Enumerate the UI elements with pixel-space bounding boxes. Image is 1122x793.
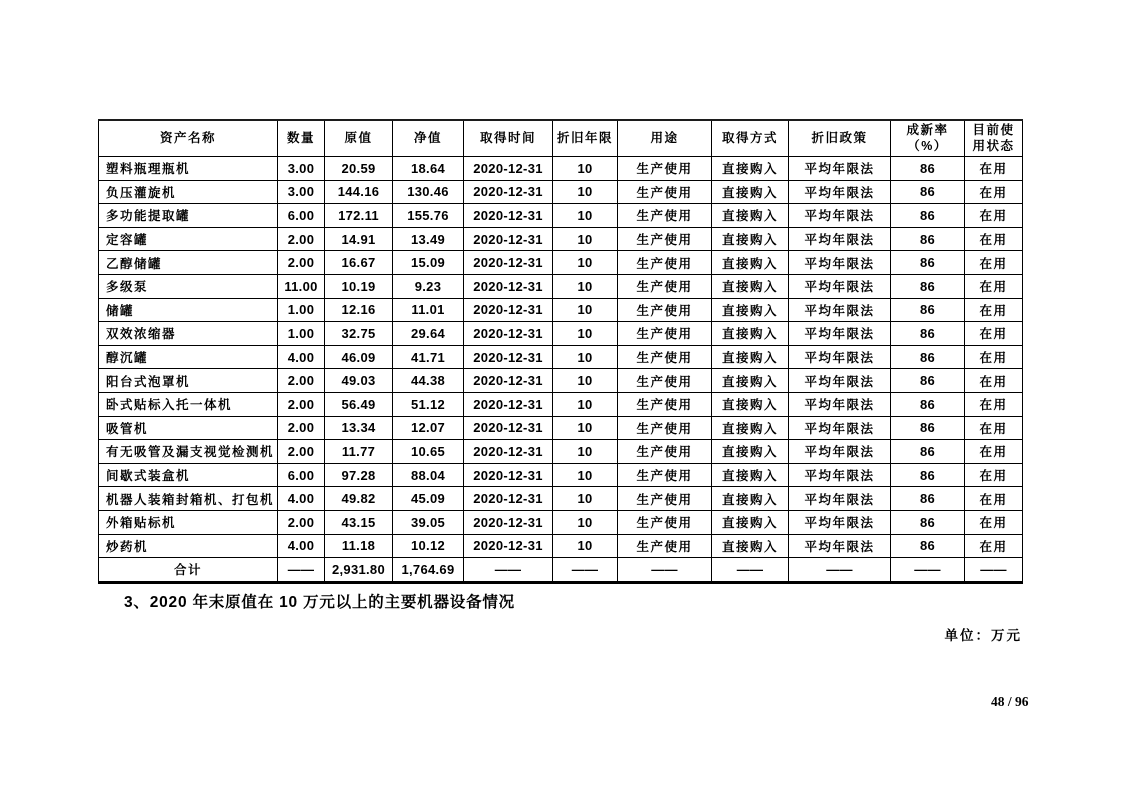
cell-usage: 生产使用	[618, 463, 712, 487]
section-heading: 3、2020 年末原值在 10 万元以上的主要机器设备情况	[124, 594, 515, 611]
cell-original-value: 172.11	[325, 204, 393, 228]
cell-depreciation-policy: 平均年限法	[789, 510, 891, 534]
cell-condition-rate: 86	[891, 463, 965, 487]
cell-status: 在用	[965, 157, 1023, 181]
table-row	[99, 251, 1023, 275]
cell-depreciation-years: 10	[553, 274, 618, 298]
cell-acquisition-method: 直接购入	[712, 274, 789, 298]
cell-usage: 生产使用	[618, 322, 712, 346]
cell-net-value: 44.38	[393, 369, 464, 393]
total-label: 合计	[99, 558, 278, 583]
cell-original-value: 56.49	[325, 392, 393, 416]
total-row	[99, 558, 1023, 583]
cell-net-value: 9.23	[393, 274, 464, 298]
header-row	[99, 120, 1023, 157]
cell-condition-rate: 86	[891, 274, 965, 298]
cell-usage: 生产使用	[618, 392, 712, 416]
cell-status: 在用	[965, 322, 1023, 346]
table-row	[99, 345, 1023, 369]
cell-quantity: 2.00	[278, 392, 325, 416]
cell-acquisition-method: 直接购入	[712, 227, 789, 251]
table-row	[99, 369, 1023, 393]
cell-acquisition-date: 2020-12-31	[464, 510, 553, 534]
cell-acquisition-date: 2020-12-31	[464, 322, 553, 346]
col-header-asset-name: 资产名称	[99, 120, 278, 157]
cell-status: 在用	[965, 487, 1023, 511]
cell-net-value: 41.71	[393, 345, 464, 369]
table-row	[99, 227, 1023, 251]
cell-condition-rate: 86	[891, 510, 965, 534]
table-row	[99, 322, 1023, 346]
cell-quantity: 4.00	[278, 487, 325, 511]
cell-asset-name: 定容罐	[99, 227, 278, 251]
cell-acquisition-date: 2020-12-31	[464, 274, 553, 298]
cell-quantity: 6.00	[278, 463, 325, 487]
cell-condition-rate: 86	[891, 345, 965, 369]
cell-original-value: 16.67	[325, 251, 393, 275]
cell-quantity: 4.00	[278, 345, 325, 369]
cell-condition-rate: 86	[891, 227, 965, 251]
table-row	[99, 180, 1023, 204]
cell-asset-name: 机器人装箱封箱机、打包机	[99, 487, 278, 511]
cell-original-value: 43.15	[325, 510, 393, 534]
table-header	[99, 120, 1023, 157]
cell-depreciation-years: 10	[553, 345, 618, 369]
cell-net-value: 45.09	[393, 487, 464, 511]
cell-usage: 生产使用	[618, 298, 712, 322]
cell-status: 在用	[965, 369, 1023, 393]
table-row	[99, 440, 1023, 464]
cell-status: 在用	[965, 416, 1023, 440]
cell-depreciation-policy: 平均年限法	[789, 180, 891, 204]
cell-acquisition-date: 2020-12-31	[464, 440, 553, 464]
asset-equipment-table	[98, 119, 1023, 584]
cell-acquisition-method: 直接购入	[712, 440, 789, 464]
table-row	[99, 392, 1023, 416]
cell-status: 在用	[965, 251, 1023, 275]
cell-depreciation-policy: 平均年限法	[789, 251, 891, 275]
cell-original-value: 10.19	[325, 274, 393, 298]
cell-acquisition-date: 2020-12-31	[464, 534, 553, 558]
cell-depreciation-policy: 平均年限法	[789, 463, 891, 487]
cell-acquisition-method: 直接购入	[712, 463, 789, 487]
cell-quantity: 11.00	[278, 274, 325, 298]
cell-status: 在用	[965, 463, 1023, 487]
cell-acquisition-date: 2020-12-31	[464, 369, 553, 393]
cell-quantity: 3.00	[278, 157, 325, 181]
cell-acquisition-date: 2020-12-31	[464, 251, 553, 275]
cell-usage: 生产使用	[618, 487, 712, 511]
col-header-original-value: 原值	[325, 120, 393, 157]
cell-asset-name: 多功能提取罐	[99, 204, 278, 228]
cell-acquisition-method: 直接购入	[712, 157, 789, 181]
cell-status: 在用	[965, 440, 1023, 464]
cell-depreciation-years: 10	[553, 487, 618, 511]
cell-net-value: 155.76	[393, 204, 464, 228]
cell-condition-rate: 86	[891, 416, 965, 440]
cell-quantity: 2.00	[278, 416, 325, 440]
cell-depreciation-years: 10	[553, 392, 618, 416]
total-quantity: ——	[278, 558, 325, 583]
cell-usage: 生产使用	[618, 369, 712, 393]
cell-usage: 生产使用	[618, 227, 712, 251]
cell-original-value: 49.03	[325, 369, 393, 393]
cell-acquisition-method: 直接购入	[712, 369, 789, 393]
col-header-depreciation-policy: 折旧政策	[789, 120, 891, 157]
table-row	[99, 298, 1023, 322]
cell-condition-rate: 86	[891, 487, 965, 511]
table-footer	[99, 558, 1023, 583]
cell-acquisition-date: 2020-12-31	[464, 392, 553, 416]
cell-acquisition-method: 直接购入	[712, 251, 789, 275]
cell-original-value: 97.28	[325, 463, 393, 487]
cell-acquisition-date: 2020-12-31	[464, 345, 553, 369]
cell-usage: 生产使用	[618, 510, 712, 534]
cell-acquisition-method: 直接购入	[712, 180, 789, 204]
cell-asset-name: 乙醇储罐	[99, 251, 278, 275]
cell-quantity: 6.00	[278, 204, 325, 228]
cell-depreciation-years: 10	[553, 251, 618, 275]
cell-acquisition-date: 2020-12-31	[464, 180, 553, 204]
cell-condition-rate: 86	[891, 534, 965, 558]
cell-usage: 生产使用	[618, 204, 712, 228]
col-header-condition-rate: 成新率（%）	[891, 120, 965, 157]
cell-depreciation-years: 10	[553, 322, 618, 346]
cell-usage: 生产使用	[618, 251, 712, 275]
table-row	[99, 463, 1023, 487]
page-number: 48 / 96	[991, 694, 1029, 709]
cell-depreciation-years: 10	[553, 180, 618, 204]
cell-asset-name: 有无吸管及漏支视觉检测机	[99, 440, 278, 464]
cell-depreciation-years: 10	[553, 510, 618, 534]
cell-original-value: 14.91	[325, 227, 393, 251]
cell-acquisition-method: 直接购入	[712, 534, 789, 558]
cell-depreciation-years: 10	[553, 227, 618, 251]
cell-status: 在用	[965, 510, 1023, 534]
cell-original-value: 13.34	[325, 416, 393, 440]
cell-depreciation-policy: 平均年限法	[789, 392, 891, 416]
cell-quantity: 1.00	[278, 322, 325, 346]
col-header-status: 目前使用状态	[965, 120, 1023, 157]
cell-asset-name: 卧式贴标入托一体机	[99, 392, 278, 416]
cell-condition-rate: 86	[891, 369, 965, 393]
cell-net-value: 11.01	[393, 298, 464, 322]
cell-asset-name: 间歇式装盒机	[99, 463, 278, 487]
cell-quantity: 1.00	[278, 298, 325, 322]
cell-asset-name: 双效浓缩器	[99, 322, 278, 346]
cell-asset-name: 储罐	[99, 298, 278, 322]
cell-depreciation-policy: 平均年限法	[789, 534, 891, 558]
cell-quantity: 2.00	[278, 227, 325, 251]
cell-acquisition-date: 2020-12-31	[464, 298, 553, 322]
cell-net-value: 88.04	[393, 463, 464, 487]
cell-quantity: 2.00	[278, 440, 325, 464]
cell-condition-rate: 86	[891, 298, 965, 322]
col-header-usage: 用途	[618, 120, 712, 157]
total-condition-rate: ——	[891, 558, 965, 583]
cell-depreciation-years: 10	[553, 463, 618, 487]
cell-acquisition-method: 直接购入	[712, 487, 789, 511]
cell-depreciation-policy: 平均年限法	[789, 298, 891, 322]
cell-depreciation-years: 10	[553, 157, 618, 181]
col-header-depreciation-years: 折旧年限	[553, 120, 618, 157]
cell-asset-name: 负压灌旋机	[99, 180, 278, 204]
cell-usage: 生产使用	[618, 274, 712, 298]
cell-condition-rate: 86	[891, 204, 965, 228]
cell-original-value: 46.09	[325, 345, 393, 369]
cell-acquisition-method: 直接购入	[712, 322, 789, 346]
cell-depreciation-policy: 平均年限法	[789, 416, 891, 440]
table-row	[99, 416, 1023, 440]
cell-acquisition-date: 2020-12-31	[464, 157, 553, 181]
cell-original-value: 20.59	[325, 157, 393, 181]
cell-condition-rate: 86	[891, 180, 965, 204]
cell-quantity: 2.00	[278, 510, 325, 534]
cell-acquisition-method: 直接购入	[712, 510, 789, 534]
col-header-net-value: 净值	[393, 120, 464, 157]
total-acquisition-method: ——	[712, 558, 789, 583]
cell-quantity: 4.00	[278, 534, 325, 558]
cell-acquisition-date: 2020-12-31	[464, 463, 553, 487]
cell-depreciation-policy: 平均年限法	[789, 157, 891, 181]
cell-net-value: 18.64	[393, 157, 464, 181]
cell-depreciation-years: 10	[553, 416, 618, 440]
cell-acquisition-date: 2020-12-31	[464, 487, 553, 511]
table-row	[99, 534, 1023, 558]
cell-status: 在用	[965, 227, 1023, 251]
cell-status: 在用	[965, 345, 1023, 369]
total-status: ——	[965, 558, 1023, 583]
cell-acquisition-method: 直接购入	[712, 416, 789, 440]
cell-condition-rate: 86	[891, 392, 965, 416]
total-depreciation-years: ——	[553, 558, 618, 583]
total-depreciation-policy: ——	[789, 558, 891, 583]
cell-acquisition-date: 2020-12-31	[464, 416, 553, 440]
cell-depreciation-years: 10	[553, 204, 618, 228]
cell-net-value: 13.49	[393, 227, 464, 251]
cell-net-value: 15.09	[393, 251, 464, 275]
cell-net-value: 130.46	[393, 180, 464, 204]
col-header-acquisition-date: 取得时间	[464, 120, 553, 157]
cell-depreciation-policy: 平均年限法	[789, 204, 891, 228]
cell-depreciation-years: 10	[553, 440, 618, 464]
cell-depreciation-years: 10	[553, 369, 618, 393]
cell-original-value: 32.75	[325, 322, 393, 346]
table-body	[99, 157, 1023, 558]
table-row	[99, 510, 1023, 534]
cell-net-value: 39.05	[393, 510, 464, 534]
cell-asset-name: 塑料瓶理瓶机	[99, 157, 278, 181]
cell-condition-rate: 86	[891, 157, 965, 181]
cell-condition-rate: 86	[891, 322, 965, 346]
cell-net-value: 12.07	[393, 416, 464, 440]
total-original-value: 2,931.80	[325, 558, 393, 583]
cell-status: 在用	[965, 392, 1023, 416]
total-usage: ——	[618, 558, 712, 583]
cell-quantity: 3.00	[278, 180, 325, 204]
cell-depreciation-policy: 平均年限法	[789, 487, 891, 511]
cell-asset-name: 吸管机	[99, 416, 278, 440]
cell-status: 在用	[965, 180, 1023, 204]
cell-asset-name: 醇沉罐	[99, 345, 278, 369]
total-acquisition-date: ——	[464, 558, 553, 583]
cell-condition-rate: 86	[891, 440, 965, 464]
cell-net-value: 29.64	[393, 322, 464, 346]
cell-depreciation-years: 10	[553, 534, 618, 558]
cell-net-value: 10.12	[393, 534, 464, 558]
cell-original-value: 12.16	[325, 298, 393, 322]
table-row	[99, 274, 1023, 298]
cell-acquisition-date: 2020-12-31	[464, 204, 553, 228]
cell-depreciation-policy: 平均年限法	[789, 345, 891, 369]
cell-original-value: 49.82	[325, 487, 393, 511]
cell-acquisition-method: 直接购入	[712, 204, 789, 228]
cell-depreciation-years: 10	[553, 298, 618, 322]
cell-quantity: 2.00	[278, 251, 325, 275]
cell-asset-name: 炒药机	[99, 534, 278, 558]
cell-usage: 生产使用	[618, 345, 712, 369]
total-net-value: 1,764.69	[393, 558, 464, 583]
cell-status: 在用	[965, 298, 1023, 322]
table-row	[99, 157, 1023, 181]
cell-usage: 生产使用	[618, 157, 712, 181]
cell-depreciation-policy: 平均年限法	[789, 369, 891, 393]
table-row	[99, 487, 1023, 511]
cell-usage: 生产使用	[618, 534, 712, 558]
cell-original-value: 11.77	[325, 440, 393, 464]
cell-quantity: 2.00	[278, 369, 325, 393]
cell-usage: 生产使用	[618, 180, 712, 204]
cell-depreciation-policy: 平均年限法	[789, 227, 891, 251]
col-header-acquisition-method: 取得方式	[712, 120, 789, 157]
col-header-quantity: 数量	[278, 120, 325, 157]
cell-usage: 生产使用	[618, 416, 712, 440]
cell-usage: 生产使用	[618, 440, 712, 464]
cell-original-value: 11.18	[325, 534, 393, 558]
unit-label: 单位：万元	[944, 628, 1022, 643]
cell-asset-name: 阳台式泡罩机	[99, 369, 278, 393]
cell-asset-name: 外箱贴标机	[99, 510, 278, 534]
cell-original-value: 144.16	[325, 180, 393, 204]
cell-depreciation-policy: 平均年限法	[789, 274, 891, 298]
cell-depreciation-policy: 平均年限法	[789, 322, 891, 346]
cell-status: 在用	[965, 274, 1023, 298]
cell-status: 在用	[965, 204, 1023, 228]
cell-depreciation-policy: 平均年限法	[789, 440, 891, 464]
cell-asset-name: 多级泵	[99, 274, 278, 298]
cell-acquisition-method: 直接购入	[712, 345, 789, 369]
cell-net-value: 51.12	[393, 392, 464, 416]
cell-acquisition-method: 直接购入	[712, 392, 789, 416]
cell-acquisition-date: 2020-12-31	[464, 227, 553, 251]
cell-status: 在用	[965, 534, 1023, 558]
table-row	[99, 204, 1023, 228]
cell-net-value: 10.65	[393, 440, 464, 464]
cell-acquisition-method: 直接购入	[712, 298, 789, 322]
cell-condition-rate: 86	[891, 251, 965, 275]
